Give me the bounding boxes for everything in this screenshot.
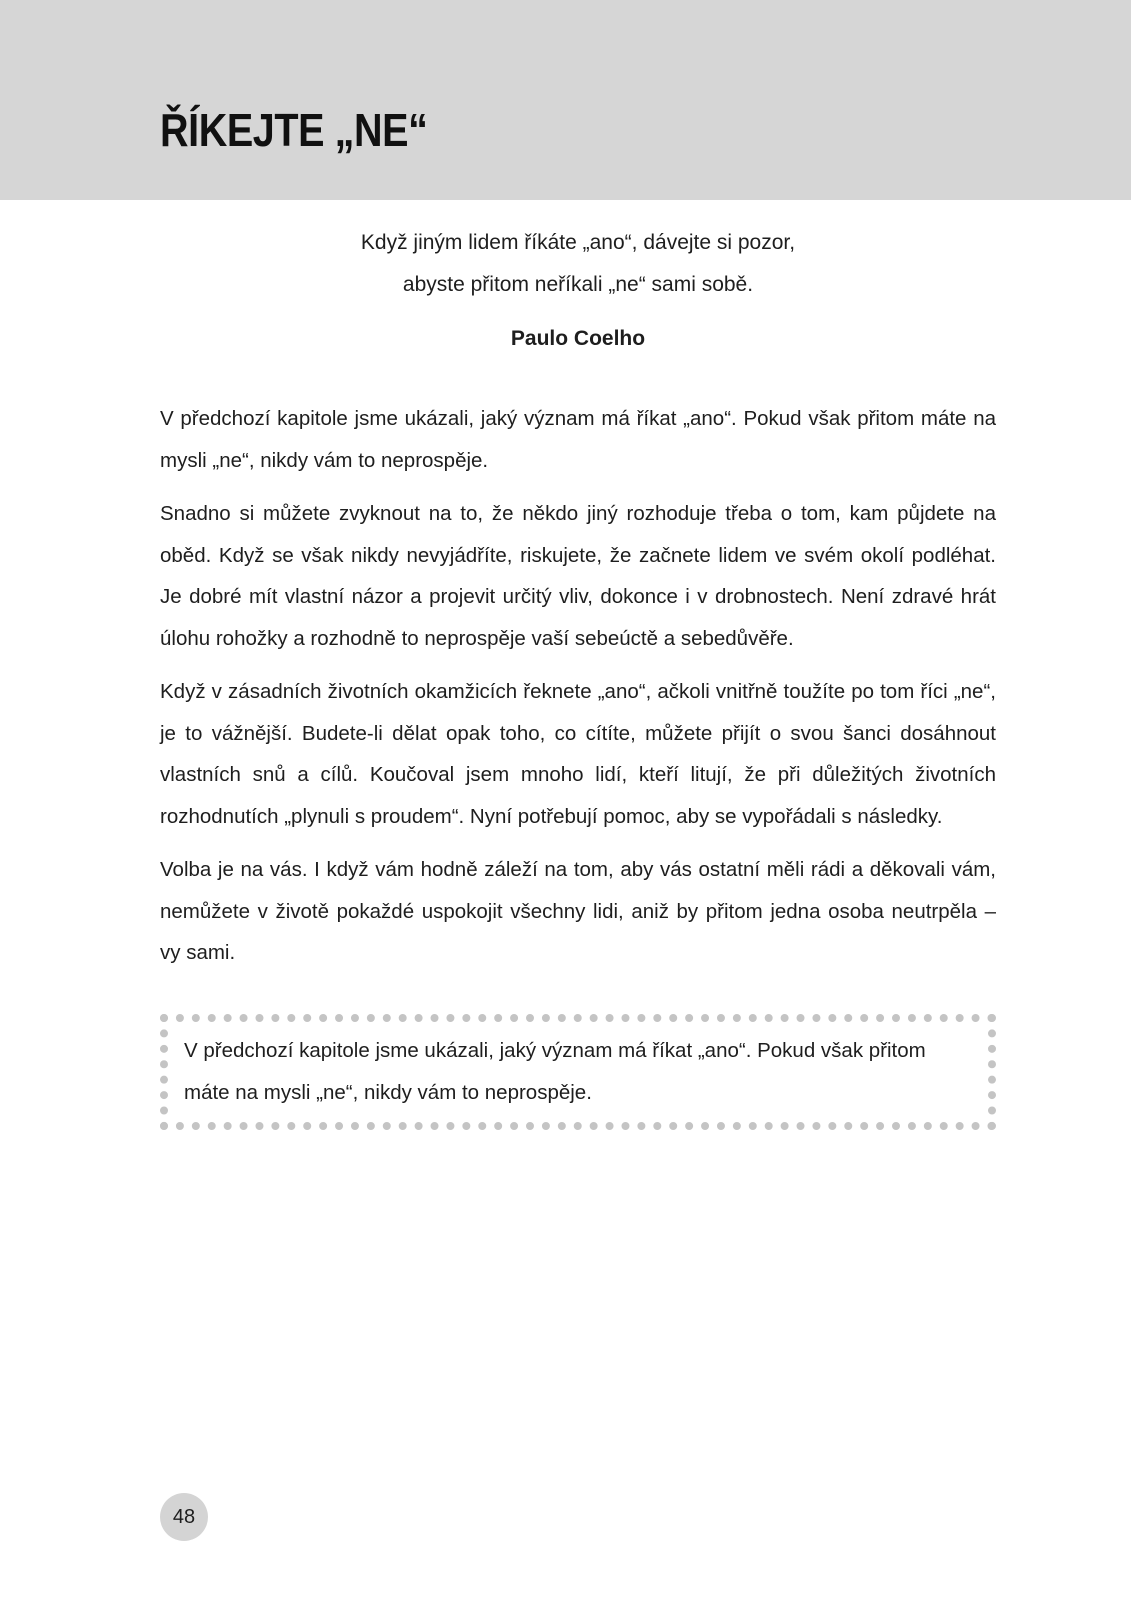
paragraph: Když v zásadních životních okamžicích řeknete „ano“, ačkoli vnitřně toužíte po tom říci „ne“, je to vážnější. Budete-li dělat opak toho, co cítíte, můžete přijít o svou šanci dosáhnout vlastních snů a cílů. Koučoval jsem mnoho lidí, kteří litují, že při důležitých životních rozhodnutích „plynuli s proudem“. Nyní potřebují pomoc, aby se vypořádali s následky. bbox=[160, 680, 996, 828]
quote-line: abyste přitom neříkali „ne“ sami sobě. bbox=[402, 273, 754, 296]
callout-text: V předchozí kapitole jsme ukázali, jaký význam má říkat „ano“. Pokud však přitom máte na mysli „ne“, nikdy vám to neprospěje. bbox=[184, 1039, 926, 1104]
quote-author: Paulo Coelho bbox=[510, 327, 646, 350]
page-number: 48 bbox=[160, 1493, 208, 1541]
paragraph: V předchozí kapitole jsme ukázali, jaký význam má říkat „ano“. Pokud však přitom máte na mysli „ne“, nikdy vám to neprospěje. bbox=[160, 407, 996, 472]
callout-box bbox=[160, 1014, 996, 1130]
paragraph: Volba je na vás. I když vám hodně záleží na tom, aby vás ostatní měli rádi a děkovali vám, nemůžete v životě pokaždé uspokojit všechny lidi, aniž by přitom jedna osoba neutrpěla – vy sami. bbox=[160, 858, 996, 964]
quote-line: Když jiným lidem říkáte „ano“, dávejte si pozor, bbox=[360, 231, 796, 254]
epigraph-quote bbox=[160, 222, 996, 360]
paragraph: Snadno si můžete zvyknout na to, že někdo jiný rozhoduje třeba o tom, kam půjdete na oběd. Když se však nikdy nevyjádříte, riskujete, že začnete lidem ve svém okolí podléhat. Je dobré mít vlastní názor a projevit určitý vliv, dokonce i v drobnostech. Není zdravé hrát úlohu rohožky a rozhodně to neprospěje vaší sebeúctě a sebedůvěře. bbox=[160, 502, 996, 650]
chapter-title: ŘÍKEJTE „NE“ bbox=[160, 104, 428, 156]
body-text bbox=[160, 398, 996, 986]
chapter-header-band bbox=[0, 0, 1131, 200]
